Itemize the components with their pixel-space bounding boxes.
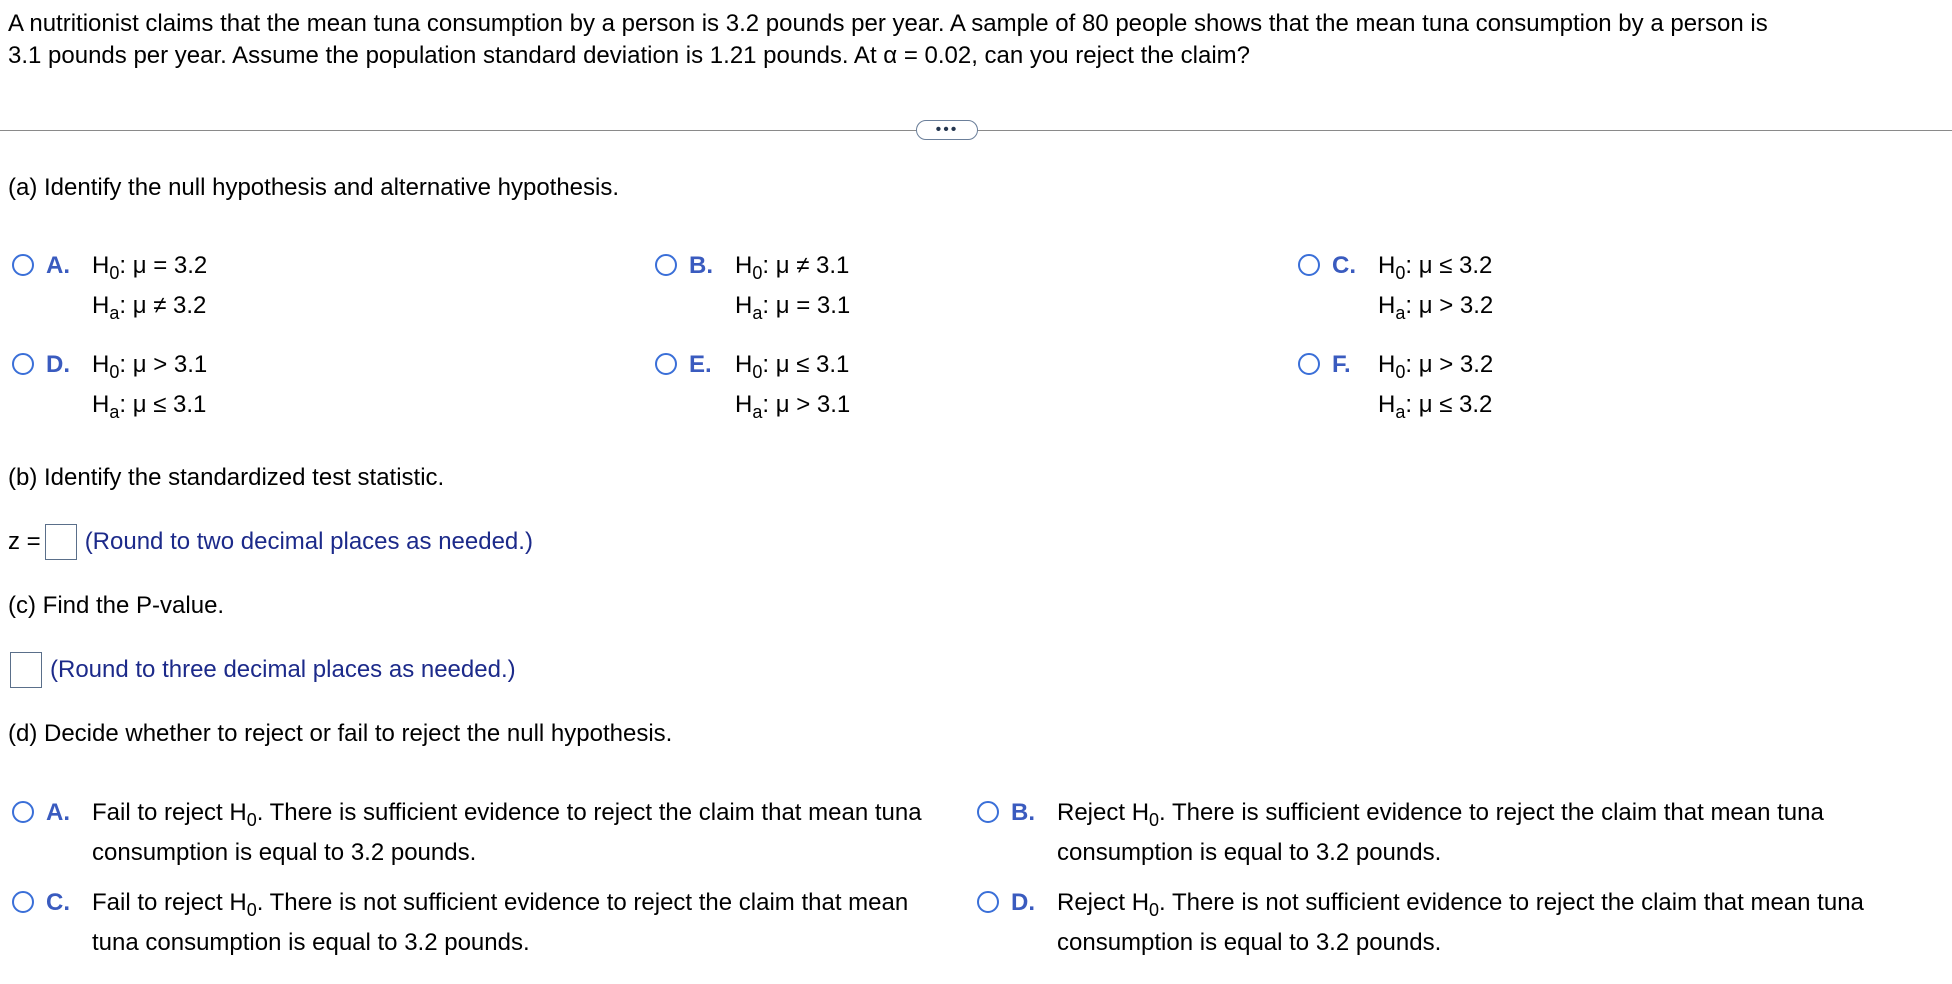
part-a-option-f[interactable]	[1298, 345, 1493, 425]
radio-button[interactable]	[12, 891, 34, 913]
null-hypothesis: $H_0$: μ > 3.2	[1378, 351, 1494, 382]
radio-button[interactable]	[655, 353, 677, 375]
radio-button[interactable]	[655, 254, 677, 276]
option-letter: F.	[1332, 351, 1351, 378]
null-hypothesis: $H_0$: μ ≤ 3.1	[735, 351, 850, 382]
radio-button[interactable]	[1298, 353, 1320, 375]
part-d-option-c[interactable]	[12, 883, 952, 963]
radio-button[interactable]	[12, 254, 34, 276]
rounding-hint: (Round to two decimal places as needed.)	[84, 528, 533, 555]
part-a-label: (a) Identify the null hypothesis and alternative hypothesis.	[8, 174, 620, 201]
z-prefix: z =	[8, 528, 41, 555]
radio-button[interactable]	[1298, 254, 1320, 276]
option-letter: B.	[1011, 799, 1035, 826]
part-c-answer-row	[8, 652, 516, 688]
null-hypothesis: $H_0$: μ ≤ 3.2	[1378, 252, 1493, 283]
option-letter: E.	[689, 351, 712, 378]
radio-button[interactable]	[977, 891, 999, 913]
part-a-option-e[interactable]	[655, 345, 850, 425]
alternative-hypothesis: $H_a$: μ > 3.1	[735, 391, 851, 422]
option-letter: D.	[1011, 889, 1035, 916]
rounding-hint: (Round to three decimal places as needed.)	[50, 656, 516, 683]
option-letter: D.	[46, 351, 70, 378]
part-b-answer-row	[8, 524, 533, 560]
option-text: Reject $H_0$. There is not sufficient evidence to reject the claim that mean tuna consumption is equal to 3.2 pounds.	[1057, 889, 1864, 956]
part-d-option-b[interactable]	[977, 793, 1937, 873]
alternative-hypothesis: $H_a$: μ = 3.1	[735, 292, 851, 323]
more-options-button[interactable]: •••	[916, 120, 978, 140]
option-letter: C.	[1332, 252, 1356, 279]
problem-statement	[8, 8, 1928, 72]
part-a-option-c[interactable]	[1298, 246, 1493, 326]
option-letter: A.	[46, 799, 70, 826]
part-b-label: (b) Identify the standardized test statistic.	[8, 464, 445, 491]
radio-button[interactable]	[977, 801, 999, 823]
option-letter: C.	[46, 889, 70, 916]
problem-line-2: 3.1 pounds per year. Assume the population standard deviation is 1.21 pounds. At α = 0.02, can you reject the claim?	[8, 42, 1251, 69]
part-c-label: (c) Find the P-value.	[8, 592, 225, 619]
z-input[interactable]	[45, 524, 77, 560]
problem-line-1: A nutritionist claims that the mean tuna consumption by a person is 3.2 pounds per year. A sample of 80 people shows that the mean tuna consumption by a person is	[8, 10, 1768, 37]
part-d-label: (d) Decide whether to reject or fail to reject the null hypothesis.	[8, 720, 673, 747]
null-hypothesis: $H_0$: μ ≠ 3.1	[735, 252, 850, 283]
p-value-input[interactable]	[10, 652, 42, 688]
part-a-option-d[interactable]	[12, 345, 207, 425]
radio-button[interactable]	[12, 801, 34, 823]
null-hypothesis: $H_0$: μ > 3.1	[92, 351, 208, 382]
option-text: Fail to reject $H_0$. There is not sufficient evidence to reject the claim that mean tuna consumption is equal to 3.2 pounds.	[92, 889, 909, 956]
option-text: Fail to reject $H_0$. There is sufficient evidence to reject the claim that mean tuna consumption is equal to 3.2 pounds.	[92, 799, 922, 866]
part-d-option-a[interactable]	[12, 793, 952, 873]
null-hypothesis: $H_0$: μ = 3.2	[92, 252, 208, 283]
alternative-hypothesis: $H_a$: μ ≤ 3.1	[92, 391, 207, 422]
alternative-hypothesis: $H_a$: μ > 3.2	[1378, 292, 1494, 323]
alternative-hypothesis: $H_a$: μ ≤ 3.2	[1378, 391, 1493, 422]
option-letter: A.	[46, 252, 70, 279]
option-letter: B.	[689, 252, 713, 279]
alternative-hypothesis: $H_a$: μ ≠ 3.2	[92, 292, 207, 323]
part-a-option-a[interactable]	[12, 246, 207, 326]
part-d-option-d[interactable]	[977, 883, 1937, 963]
radio-button[interactable]	[12, 353, 34, 375]
part-a-option-b[interactable]	[655, 246, 850, 326]
option-text: Reject $H_0$. There is sufficient evidence to reject the claim that mean tuna consumption is equal to 3.2 pounds.	[1057, 799, 1824, 866]
